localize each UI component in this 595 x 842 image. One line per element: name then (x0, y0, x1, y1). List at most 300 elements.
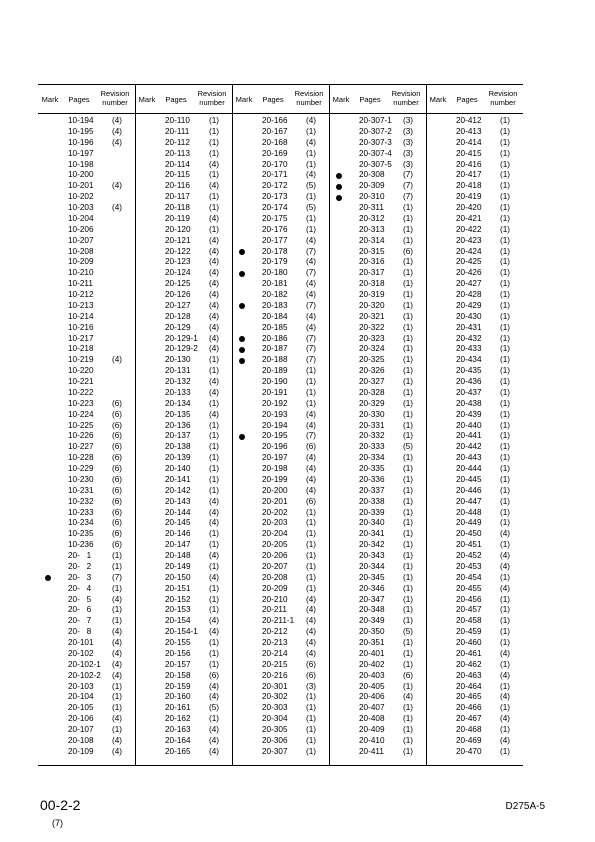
table-row (329, 268, 426, 279)
revision-number: (4) (209, 300, 220, 310)
table-row (135, 268, 232, 279)
page-ref: 20-341 (359, 529, 385, 539)
revision-number: (1) (500, 496, 511, 506)
revision-number: (1) (500, 213, 511, 223)
table-row (135, 366, 232, 377)
page-ref: 20-111 (165, 126, 190, 136)
revision-number: (1) (209, 137, 220, 147)
page-ref: 10-216 (68, 322, 94, 332)
revision-number: (4) (209, 235, 220, 245)
table-row (38, 431, 135, 442)
table-row (38, 268, 135, 279)
revision-number: (1) (209, 529, 220, 539)
revision-number: (6) (112, 540, 123, 550)
page-ref: 20-467 (456, 714, 482, 724)
revision-number: (4) (306, 638, 317, 647)
revision-number: (4) (209, 322, 220, 332)
revision-number: (1) (403, 485, 414, 495)
revision-number: (4) (306, 170, 317, 180)
page-ref: 10-224 (68, 409, 94, 419)
page-ref: 20-148 (165, 551, 191, 560)
page-ref: 10-194 (68, 116, 94, 125)
revision-number: (1) (500, 703, 511, 713)
revision-number: (4) (500, 670, 511, 680)
table-row (232, 497, 329, 508)
revision-number: (1) (306, 518, 317, 528)
table-row (426, 181, 523, 192)
page-ref: 20-417 (456, 170, 482, 180)
revision-number: (1) (306, 224, 317, 234)
revision-number: (3) (403, 148, 414, 158)
table-row (232, 355, 329, 366)
revision-number: (1) (403, 540, 414, 550)
revision-number: (1) (403, 725, 414, 734)
revision-number: (1) (306, 583, 317, 593)
revision-number: (4) (209, 333, 220, 343)
page-ref: 20-450 (456, 529, 482, 539)
page-ref: 10-206 (68, 224, 94, 234)
column-header (135, 85, 232, 114)
table-row (329, 453, 426, 464)
page-ref: 20-124 (165, 268, 191, 278)
table-row (426, 431, 523, 442)
revision-number: (6) (306, 670, 317, 680)
table-row (232, 431, 329, 442)
page-ref: 20-154 (165, 616, 191, 626)
table-row (38, 497, 135, 508)
table-row (232, 692, 329, 703)
table-row (426, 355, 523, 366)
table-row (329, 192, 426, 203)
table-row (135, 595, 232, 606)
table-row (232, 464, 329, 475)
revision-number: (4) (209, 735, 220, 745)
page-ref: 20-129-2 (165, 344, 198, 354)
page-ref: 20-307-2 (359, 126, 392, 136)
page-ref: 20-153 (165, 605, 191, 615)
page-ref: 20-185 (262, 322, 288, 332)
revision-number: (1) (403, 344, 414, 354)
page-ref: 20-155 (165, 638, 191, 647)
page-ref: 20-350 (359, 627, 385, 637)
table-row (329, 334, 426, 345)
revision-number: (1) (403, 268, 414, 278)
page-ref: 20-465 (456, 692, 482, 702)
table-row (426, 747, 523, 758)
table-row (38, 116, 135, 127)
table-row (329, 497, 426, 508)
revision-number: (1) (500, 398, 511, 408)
table-row (38, 377, 135, 388)
page-ref: 20-317 (359, 268, 385, 278)
revision-number: (1) (306, 159, 317, 169)
page-ref: 10-227 (68, 442, 94, 452)
table-row (232, 518, 329, 529)
page-ref: 20-203 (262, 518, 288, 528)
table-row (135, 247, 232, 258)
table-row (329, 399, 426, 410)
table-row (329, 257, 426, 268)
page-ref: 20-320 (359, 300, 385, 310)
table-row (426, 160, 523, 171)
table-row (38, 312, 135, 323)
revision-number: (5) (403, 627, 414, 637)
table-row (426, 453, 523, 464)
revision-number: (4) (112, 670, 123, 680)
page-ref: 20-439 (456, 409, 482, 419)
page-ref: 10-221 (68, 377, 94, 386)
revision-number: (4) (306, 453, 317, 463)
revision-number: (6) (112, 474, 123, 484)
page-ref: 20-165 (165, 746, 191, 756)
table-row (232, 540, 329, 551)
revision-number: (1) (209, 474, 220, 484)
page-ref: 20-143 (165, 496, 191, 506)
table-row (426, 584, 523, 595)
page-ref: 20-336 (359, 474, 385, 484)
revision-number: (4) (112, 355, 123, 365)
table-row (232, 323, 329, 334)
page-ref: 20-186 (262, 333, 288, 343)
page-ref: 20-105 (68, 703, 94, 713)
revision-number: (4) (209, 692, 220, 702)
revision-number: (4) (112, 659, 123, 669)
revision-number: (1) (209, 126, 220, 136)
revision-number: (4) (112, 735, 123, 745)
revision-number: (4) (209, 213, 220, 223)
revision-number: (6) (209, 670, 220, 680)
table-row (38, 540, 135, 551)
revision-number: (1) (500, 518, 511, 528)
revision-number: (4) (500, 735, 511, 745)
table-row (135, 605, 232, 616)
page-ref: 20-402 (359, 659, 385, 669)
revision-number: (6) (112, 398, 123, 408)
page-ref: 20-214 (262, 648, 288, 658)
table-row (426, 257, 523, 268)
revision-number: (4) (306, 257, 317, 267)
table-row (232, 551, 329, 562)
table-row (329, 236, 426, 247)
table-row (135, 279, 232, 290)
table-row (426, 127, 523, 138)
revision-number: (4) (112, 126, 123, 136)
table-row (135, 627, 232, 638)
page-ref: 10-233 (68, 507, 94, 517)
page-ref: 20-448 (456, 507, 482, 517)
revision-number: (6) (112, 453, 123, 463)
table-row (232, 247, 329, 258)
revision-number: (1) (500, 659, 511, 669)
revision-number: (1) (500, 409, 511, 419)
page-ref: 20-160 (165, 692, 191, 702)
page-ref: 20-315 (359, 246, 385, 256)
table-row (135, 377, 232, 388)
revision-number: (1) (209, 540, 220, 550)
revision-number: (4) (112, 638, 123, 647)
page-ref: 20-197 (262, 453, 288, 463)
page-ref: 20-307-3 (359, 137, 392, 147)
revision-number: (3) (403, 137, 414, 147)
revision-mark-icon (239, 434, 245, 440)
table-row (232, 236, 329, 247)
revision-number: (1) (112, 583, 123, 593)
revision-number: (1) (500, 322, 511, 332)
header-revision: Revision number (294, 89, 324, 107)
table-row (38, 334, 135, 345)
page-ref: 20-458 (456, 616, 482, 626)
table-row (426, 377, 523, 388)
table-row (329, 290, 426, 301)
page-ref: 20-456 (456, 594, 482, 604)
revision-number: (4) (500, 561, 511, 571)
table-row (135, 410, 232, 421)
table-row (426, 366, 523, 377)
page-ref: 20-442 (456, 442, 482, 452)
table-row (38, 562, 135, 573)
table-row (329, 323, 426, 334)
table-row (135, 170, 232, 181)
page-ref: 20-462 (456, 659, 482, 669)
page-ref: 20-141 (165, 474, 191, 484)
table-row (135, 181, 232, 192)
table-row (329, 562, 426, 573)
page-ref: 20-107 (68, 725, 94, 734)
revision-number: (4) (112, 594, 123, 604)
page-ref: 20-333 (359, 442, 385, 452)
table-row (38, 301, 135, 312)
table-row (232, 377, 329, 388)
table-row (426, 192, 523, 203)
revision-number: (1) (209, 638, 220, 647)
revision-number: (1) (306, 507, 317, 517)
table-row (232, 508, 329, 519)
table-row (135, 725, 232, 736)
page-ref: 20-207 (262, 561, 288, 571)
table-row (329, 247, 426, 258)
page-ref: 20-191 (262, 387, 288, 397)
page-ref: 10-203 (68, 203, 94, 212)
table-row (426, 203, 523, 214)
revision-number: (6) (306, 496, 317, 506)
revision-number: (1) (403, 420, 414, 430)
table-row (426, 529, 523, 540)
page-ref: 20-200 (262, 485, 288, 495)
header-pages: Pages (262, 95, 284, 104)
revision-number: (1) (209, 464, 220, 473)
revision-number: (1) (500, 126, 511, 136)
page-ref: 20-140 (165, 464, 191, 473)
page-ref: 20-454 (456, 572, 482, 582)
revision-number: (4) (306, 290, 317, 299)
column-block (329, 85, 426, 765)
page-ref: 20-451 (456, 540, 482, 550)
revision-number: (7) (306, 268, 317, 278)
table-row (426, 692, 523, 703)
page-ref: 20-102 (68, 648, 94, 658)
page-ref: 20-110 (165, 116, 190, 125)
page-ref: 20-414 (456, 137, 482, 147)
table-row (426, 301, 523, 312)
revision-number: (1) (209, 561, 220, 571)
page-ref: 20-149 (165, 561, 191, 571)
table-row (426, 149, 523, 160)
page-ref: 20-446 (456, 485, 482, 495)
table-row (329, 301, 426, 312)
revision-number: (1) (403, 746, 414, 756)
table-row (135, 214, 232, 225)
table-row (426, 540, 523, 551)
table-row (329, 671, 426, 682)
table-row (232, 605, 329, 616)
revision-number: (1) (209, 485, 220, 495)
page-ref: 20-443 (456, 453, 482, 463)
page-ref: 20-307 (262, 746, 288, 756)
revision-number: (4) (209, 268, 220, 278)
page-ref: 20-159 (165, 681, 191, 691)
page-ref: 20-146 (165, 529, 191, 539)
page-ref: 20-433 (456, 344, 482, 354)
revision-number: (1) (209, 398, 220, 408)
table-row (329, 431, 426, 442)
page-ref: 20-112 (165, 137, 190, 147)
revision-number: (7) (306, 355, 317, 365)
column-block (232, 85, 329, 765)
page-ref: 10-201 (68, 181, 94, 191)
page-ref: 20-154-1 (165, 627, 198, 637)
revision-number: (1) (306, 551, 317, 560)
table-row (38, 192, 135, 203)
table-row (329, 138, 426, 149)
page-ref: 20-406 (359, 692, 385, 702)
page-ref: 20-415 (456, 148, 482, 158)
page-ref: 10-235 (68, 529, 94, 539)
table-row (38, 551, 135, 562)
table-row (38, 399, 135, 410)
table-row (135, 116, 232, 127)
table-row (232, 399, 329, 410)
revision-number: (1) (500, 420, 511, 430)
table-row (38, 160, 135, 171)
page-ref: 20-109 (68, 746, 94, 756)
table-row (232, 725, 329, 736)
table-row (135, 290, 232, 301)
header-mark: Mark (235, 95, 253, 104)
page-sub-revision: (7) (52, 818, 63, 828)
page-ref: 20-328 (359, 387, 385, 397)
revision-number: (1) (500, 681, 511, 691)
revision-number: (4) (112, 714, 123, 724)
revision-number: (1) (306, 725, 317, 734)
page-ref: 20-189 (262, 366, 288, 376)
revision-number: (1) (403, 496, 414, 506)
revision-number: (1) (500, 355, 511, 365)
table-row (38, 638, 135, 649)
table-row (426, 475, 523, 486)
revision-number: (4) (306, 409, 317, 419)
revision-mark-icon (239, 336, 245, 342)
revision-number: (1) (500, 627, 511, 637)
page-ref: 20-115 (165, 170, 190, 180)
revision-number: (4) (209, 725, 220, 734)
table-row (329, 149, 426, 160)
page-ref: 20-324 (359, 344, 385, 354)
table-row (329, 170, 426, 181)
page-ref: 20-101 (68, 638, 94, 647)
revision-number: (1) (403, 561, 414, 571)
revision-number: (1) (500, 572, 511, 582)
page-ref: 10-198 (68, 159, 94, 169)
page-ref: 20-309 (359, 181, 385, 191)
table-row (426, 497, 523, 508)
revision-number: (4) (306, 322, 317, 332)
revision-number: (5) (306, 181, 317, 191)
page-ref: 20-128 (165, 311, 191, 321)
revision-number: (6) (403, 246, 414, 256)
table-row (38, 573, 135, 584)
table-row (426, 290, 523, 301)
table-row (38, 127, 135, 138)
page-ref: 20-119 (165, 213, 190, 223)
header-pages: Pages (68, 95, 90, 104)
page-ref: 20-158 (165, 670, 191, 680)
table-row (232, 627, 329, 638)
revision-number: (4) (209, 387, 220, 397)
page-ref: 20-345 (359, 572, 385, 582)
page-ref: 20-435 (456, 366, 482, 376)
revision-number: (1) (403, 616, 414, 626)
table-row (135, 638, 232, 649)
page-ref: 20-199 (262, 474, 288, 484)
table-row (232, 116, 329, 127)
page-number: 00-2-2 (40, 797, 81, 813)
revision-number: (1) (500, 148, 511, 158)
table-row (38, 486, 135, 497)
table-row (329, 551, 426, 562)
revision-number: (4) (306, 616, 317, 626)
table-row (426, 312, 523, 323)
page-ref: 20-163 (165, 725, 191, 734)
page-ref: 20-422 (456, 224, 482, 234)
page-ref: 20-453 (456, 561, 482, 571)
page-ref: 10-226 (68, 431, 94, 441)
page-ref: 20-419 (456, 192, 482, 202)
revision-number: (6) (112, 409, 123, 419)
revision-number: (4) (500, 714, 511, 724)
header-pages: Pages (456, 95, 478, 104)
page-ref: 20-168 (262, 137, 288, 147)
table-row (38, 518, 135, 529)
page-ref: 20-304 (262, 714, 288, 724)
column-header (232, 85, 329, 114)
revision-number: (6) (112, 496, 123, 506)
table-row (329, 649, 426, 660)
page-ref: 20-201 (262, 496, 288, 506)
revision-number: (7) (403, 170, 414, 180)
revision-number: (4) (306, 464, 317, 473)
page-ref: 20-130 (165, 355, 191, 365)
page-ref: 20-113 (165, 148, 190, 158)
revision-number: (1) (403, 224, 414, 234)
revision-number: (4) (209, 290, 220, 299)
revision-number: (1) (500, 453, 511, 463)
page-ref: 20-208 (262, 572, 288, 582)
table-row (426, 170, 523, 181)
revision-number: (1) (112, 605, 123, 615)
table-row (426, 279, 523, 290)
revision-number: (1) (500, 192, 511, 202)
page-ref: 20-425 (456, 257, 482, 267)
